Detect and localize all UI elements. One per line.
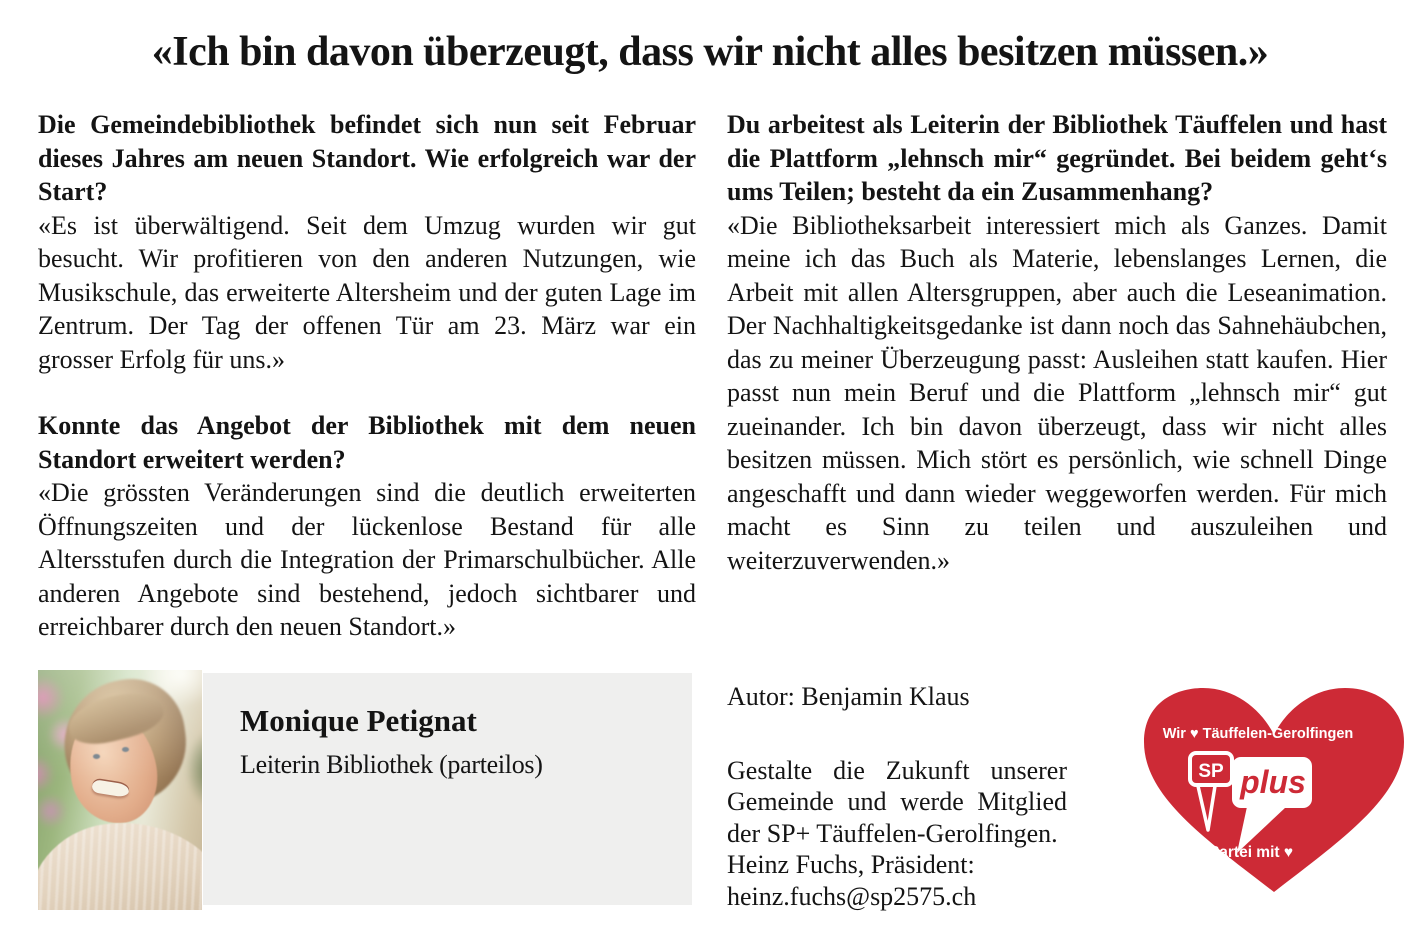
interview-question-1: Die Gemeindebibliothek befindet sich nun seit Februar dieses Jahres am neuen Standort. Wie erfolgreich war der Start? <box>38 110 696 206</box>
membership-appeal: Gestalte die Zukunft unserer Gemeinde und werde Mitglied der SP+ Täuffelen-Gerolfingen. <box>727 755 1067 848</box>
person-name: Monique Petignat <box>240 703 477 738</box>
person-caption-box <box>203 673 692 905</box>
plus-bubble-label: plus <box>1240 764 1306 800</box>
interview-question-2: Konnte das Angebot der Bibliothek mit dem neuen Standort erweitert werden? <box>38 411 696 474</box>
interview-question-3: Du arbeitest als Leiterin der Bibliothek Täuffelen und hast die Plattform „lehnsch mir“ gegründet. Bei beidem geht‘s ums Teilen; besteht da ein Zusammenhang? <box>727 110 1387 206</box>
author-credit: Autor: Benjamin Klaus <box>727 682 970 711</box>
interview-answer-3: «Die Bibliotheksarbeit interessiert mich als Ganzes. Damit meine ich das Buch als Materie, lebenslanges Lernen, die Arbeit mit allen Altersgruppen, aber auch die Leseanimation. Der Nachhaltigkeitsgedanke ist dann noch das Sahnehäubchen, das zu meiner Überzeugung passt: Ausleihen statt kaufen. Hier passt nun mein Beruf und die Plattform „lehnsch mir“ gut zueinander. Ich bin davon überzeugt, dass wir nicht alles besitzen müssen. Mich stört es persönlich, wie schnell Dinge angeschafft und dann wieder weggeworfen werden. Für mich macht es Sinn zu teilen und auszuleihen und weiterzuverwenden.» <box>727 210 1387 575</box>
logo-top-text: Wir ♥ Täuffelen-Gerolfingen <box>1162 726 1354 742</box>
photo-light-glow <box>38 670 202 910</box>
sp-plus-heart-logo <box>1132 680 1416 900</box>
contact-name: Heinz Fuchs, Präsident: <box>727 850 975 879</box>
interview-answer-2: «Die grössten Veränderungen sind die deutlich erweiterten Öffnungszeiten und der lückenlose Bestand für alle Altersstufen durch die Integration der Primarschulbücher. Alle anderen Angebote sind bestehend, jedoch sichtbarer und erreichbarer durch den neuen Standort.» <box>38 478 696 641</box>
left-column <box>38 108 696 644</box>
sp-bubble-label: SP <box>1198 761 1224 782</box>
person-role: Leiterin Bibliothek (parteilos) <box>240 750 543 779</box>
right-column <box>727 108 1387 577</box>
logo-bottom-text: Partei mit ♥ <box>1208 844 1294 861</box>
headline-quote: «Ich bin davon überzeugt, dass wir nicht alles besitzen müssen.» <box>151 29 1269 75</box>
interview-answer-1: «Es ist überwältigend. Seit dem Umzug wurden wir gut besucht. Wir profitieren von den anderen Nutzungen, wie Musikschule, das erweiterte Altersheim und der guten Lage im Zentrum. Der Tag der offenen Tür am 23. März war ein grosser Erfolg für uns.» <box>38 210 696 374</box>
contact-email: heinz.fuchs@sp2575.ch <box>727 881 977 911</box>
author-block <box>727 681 1067 912</box>
portrait-photo <box>38 670 202 910</box>
